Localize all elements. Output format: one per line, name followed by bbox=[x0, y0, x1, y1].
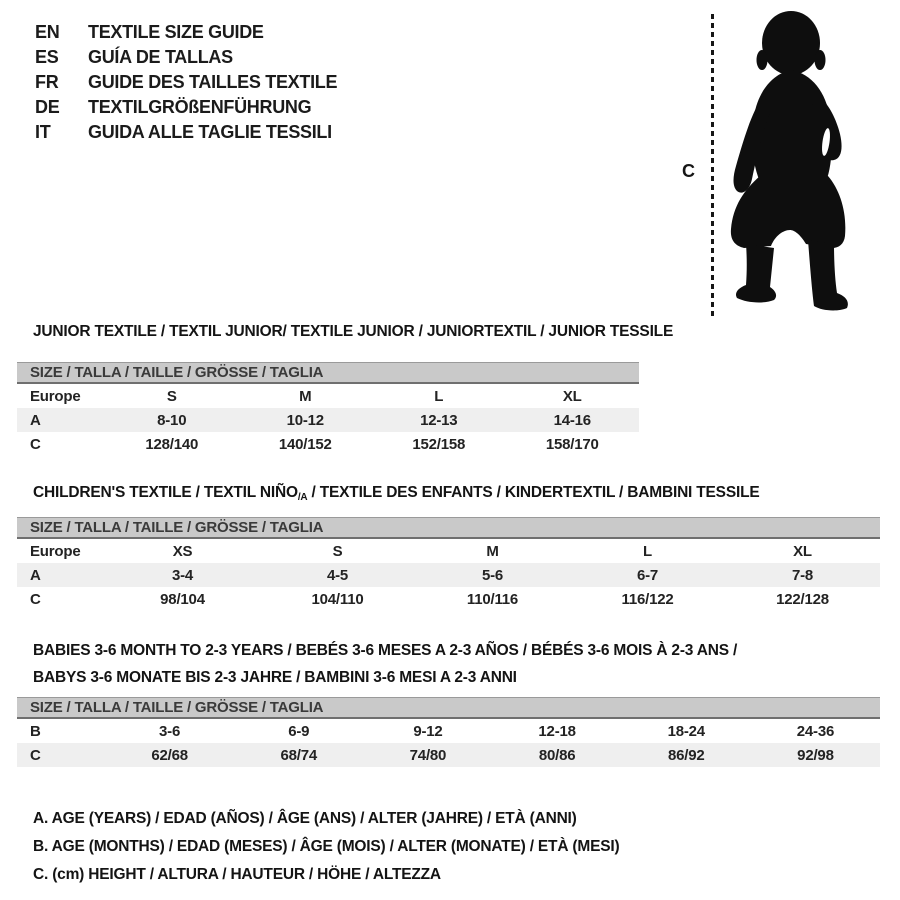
height-cell: 128/140 bbox=[145, 435, 199, 453]
height-cell: 86/92 bbox=[668, 746, 705, 764]
age-cell: 6-7 bbox=[636, 566, 659, 584]
row-label: A bbox=[30, 411, 41, 429]
language-code: ES bbox=[35, 47, 59, 67]
language-code: EN bbox=[35, 22, 60, 42]
size-cell: XL bbox=[562, 387, 582, 405]
note-c: C. (cm) HEIGHT / ALTURA / HAUTEUR / HÖHE / ALTEZZA bbox=[33, 866, 441, 883]
height-cell: 80/86 bbox=[538, 746, 576, 764]
babies-size-table bbox=[17, 697, 880, 767]
age-cell: 3-4 bbox=[171, 566, 194, 584]
row-label: B bbox=[30, 722, 41, 740]
age-cell: 5-6 bbox=[481, 566, 504, 584]
height-cell: 62/68 bbox=[151, 746, 188, 764]
language-row bbox=[35, 95, 337, 120]
size-cell: XL bbox=[793, 542, 812, 560]
row-label: C bbox=[30, 590, 41, 608]
height-cell: 74/80 bbox=[409, 746, 447, 764]
age-cell: 3-6 bbox=[159, 722, 181, 740]
age-cell: 6-9 bbox=[288, 722, 310, 740]
children-size-header-bar: SIZE / TALLA / TAILLE / GRÖSSE / TAGLIA bbox=[17, 517, 880, 539]
age-cell: 12-18 bbox=[538, 722, 576, 740]
language-title: GUÍA DE TALLAS bbox=[88, 47, 233, 67]
table-row bbox=[17, 539, 880, 563]
size-cell: S bbox=[166, 387, 177, 405]
table-row bbox=[17, 432, 639, 456]
age-cell: 24-36 bbox=[796, 722, 835, 740]
age-cell: 14-16 bbox=[553, 411, 591, 429]
children-title-part: CHILDREN'S TEXTILE / TEXTIL NIÑO bbox=[33, 484, 298, 501]
junior-size-table bbox=[17, 362, 639, 456]
children-title-part: / TEXTILE DES ENFANTS / KINDERTEXTIL / BAMBINI TESSILE bbox=[307, 484, 760, 501]
height-cell: 122/128 bbox=[776, 590, 829, 608]
note-a: A. AGE (YEARS) / EDAD (AÑOS) / ÂGE (ANS) / ALTER (JAHRE) / ETÀ (ANNI) bbox=[33, 810, 577, 827]
language-title: GUIDA ALLE TAGLIE TESSILI bbox=[88, 122, 332, 142]
size-cell: L bbox=[434, 387, 444, 405]
language-row bbox=[35, 45, 337, 70]
language-row bbox=[35, 120, 337, 145]
children-title-subscript: /A bbox=[297, 492, 308, 503]
table-row bbox=[17, 408, 639, 432]
row-label: A bbox=[30, 566, 41, 584]
note-b: B. AGE (MONTHS) / EDAD (MESES) / ÂGE (MOIS) / ALTER (MONATE) / ETÀ (MESI) bbox=[33, 838, 620, 855]
children-size-table bbox=[17, 517, 880, 611]
language-title-list bbox=[35, 20, 337, 145]
babies-section-title bbox=[33, 637, 737, 691]
row-label: C bbox=[30, 746, 41, 764]
height-cell: 68/74 bbox=[280, 746, 318, 764]
height-cell: 104/110 bbox=[311, 590, 364, 608]
size-cell: XS bbox=[172, 542, 193, 560]
language-title: TEXTILE SIZE GUIDE bbox=[88, 22, 264, 42]
table-row bbox=[17, 743, 880, 767]
row-label: Europe bbox=[30, 542, 81, 560]
language-code: DE bbox=[35, 97, 60, 117]
table-row bbox=[17, 587, 880, 611]
height-cell: 152/158 bbox=[412, 435, 466, 453]
age-cell: 4-5 bbox=[326, 566, 349, 584]
height-cell: 116/122 bbox=[621, 590, 674, 608]
height-cell: 110/116 bbox=[466, 590, 519, 608]
height-cell: 92/98 bbox=[797, 746, 834, 764]
height-measure-dotted-line bbox=[711, 14, 714, 317]
table-row bbox=[17, 563, 880, 587]
language-row bbox=[35, 70, 337, 95]
age-cell: 9-12 bbox=[413, 722, 443, 740]
babies-title-line2: BABYS 3-6 MONATE BIS 2-3 JAHRE / BAMBINI 3-6 MESI A 2-3 ANNI bbox=[33, 669, 517, 686]
row-label: C bbox=[30, 435, 41, 453]
language-title: TEXTILGRÖßENFÜHRUNG bbox=[88, 97, 312, 117]
age-cell: 12-13 bbox=[420, 411, 458, 429]
junior-section-title: JUNIOR TEXTILE / TEXTIL JUNIOR/ TEXTILE JUNIOR / JUNIORTEXTIL / JUNIOR TESSILE bbox=[33, 323, 674, 340]
row-label: Europe bbox=[30, 387, 81, 405]
junior-size-header-bar: SIZE / TALLA / TAILLE / GRÖSSE / TAGLIA bbox=[17, 362, 639, 384]
age-cell: 10-12 bbox=[286, 411, 324, 429]
age-cell: 18-24 bbox=[667, 722, 705, 740]
language-title: GUIDE DES TAILLES TEXTILE bbox=[88, 72, 338, 92]
size-cell: L bbox=[643, 542, 652, 560]
size-cell: S bbox=[332, 542, 343, 560]
legend-notes bbox=[33, 805, 619, 889]
table-row bbox=[17, 384, 639, 408]
size-cell: M bbox=[486, 542, 499, 560]
language-code: IT bbox=[35, 122, 51, 142]
babies-size-header-bar: SIZE / TALLA / TAILLE / GRÖSSE / TAGLIA bbox=[17, 697, 880, 719]
height-cell: 140/152 bbox=[278, 435, 332, 453]
height-measure-label: C bbox=[682, 161, 695, 181]
toddler-silhouette-icon bbox=[720, 0, 900, 320]
height-cell: 98/104 bbox=[160, 590, 205, 608]
size-cell: M bbox=[299, 387, 312, 405]
language-row bbox=[35, 20, 337, 45]
height-cell: 158/170 bbox=[545, 435, 599, 453]
children-section-title bbox=[33, 483, 759, 508]
age-cell: 7-8 bbox=[791, 566, 814, 584]
language-code: FR bbox=[35, 72, 59, 92]
age-cell: 8-10 bbox=[157, 411, 187, 429]
babies-title-line1: BABIES 3-6 MONTH TO 2-3 YEARS / BEBÉS 3-6 MESES A 2-3 AÑOS / BÉBÉS 3-6 MOIS À 2-3 ANS / bbox=[33, 642, 738, 659]
table-row bbox=[17, 719, 880, 743]
